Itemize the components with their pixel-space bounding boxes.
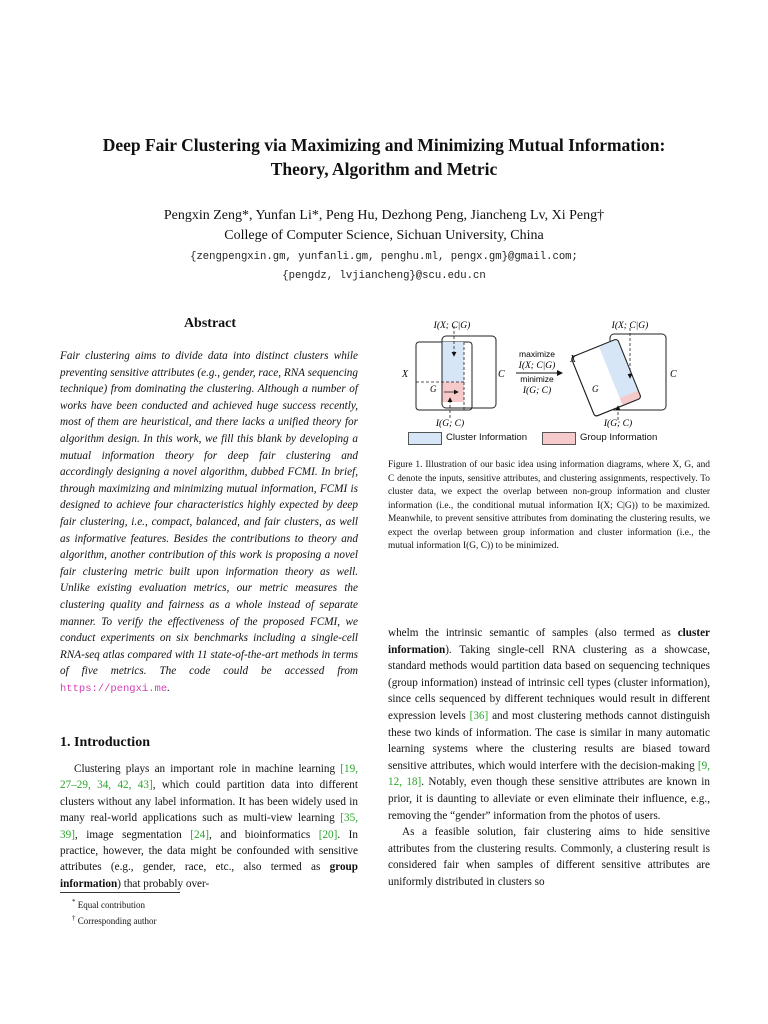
intro-text: , and bioinformatics xyxy=(208,828,311,841)
minimize-term: I(G; C) xyxy=(522,386,552,396)
left-x-label: X xyxy=(402,369,409,380)
intro-text: Clustering plays an important role in machine learning xyxy=(74,763,336,775)
legend-label-group: Group Information xyxy=(580,432,658,443)
footnote-text: Equal contribution xyxy=(77,900,145,910)
right-column-text xyxy=(388,625,710,891)
body-text: . Notably, even though these sensitive attributes are known in prior, it is daunting to alleviate or even eliminate their influence, e.g., removing the “gender” information from the photos of users. xyxy=(388,776,711,822)
minimize-label: minimize xyxy=(520,374,554,384)
intro-text: , which could partition data into different clusters without any label information. It has been widely used in many real-world applications such as multi-view learning xyxy=(60,779,358,825)
citation-link[interactable]: [19, 27–29, 34, 42, 43] xyxy=(60,763,358,792)
citation-link[interactable]: [24] xyxy=(190,828,209,841)
footnote-text: Corresponding author xyxy=(77,915,157,926)
introduction-paragraph xyxy=(60,761,358,892)
footnote-equal: * Equal contribution xyxy=(72,898,145,910)
abstract-end: . xyxy=(167,681,170,694)
maximize-label: maximize xyxy=(519,349,555,359)
right-c-label: C xyxy=(670,369,677,380)
right-g-label: G xyxy=(592,384,599,394)
abstract-body: Fair clustering aims to divide data into distinct clusters while preventing sensitive attributes (e.g., gender, race, RNA sequencing technique) from dominating the clustering. Although a number of works have been conducted and achieved huge success recently, most of them are heuristical, and there lacks a unified theory for algorithm design. In this work, we fill this blank by developing a mutual information theory for deep fair clustering and accordingly designing a novel algorithm, dubbed FCMI. In brief, through maximizing and minimizing mutual information, FCMI is designed to achieve four characteristics highly expected by deep fair clustering, i.e., compact, balanced, and fair clusters, as well as informative features. Besides the contributions to theory and algorithm, another contribution of this work is proposing a novel fair clustering metric built upon information theory as well. Unlike existing evaluation metrics, our metric measures the clustering quality and fairness as a whole instead of separate manner. To verify the effectiveness of the proposed FCMI, we conduct experiments on six benchmarks including a single-cell RNA-seq atlas compared with 11 state-of-the-art methods in terms of five metrics. The code could be accessed from xyxy=(60,350,358,678)
figure-1-caption: Figure 1. Illustration of our basic idea using information diagrams, where X, G, and C denote the inputs, sensitive attributes, and clustering assignments, respectively. To cluster data, we expect the overlap between non-group information and cluster information (i.e., the conditional mutual information I(X; C|G)) to be maximized. Meanwhile, to prevent sensitive attributes from dominating the clustering results, we expect the overlap between group information and cluster information (i.e., the mutual information I(G, C)) to be minimized. xyxy=(388,460,710,551)
email-line-2: {pengdz, lvjiancheng}@scu.edu.cn xyxy=(282,270,486,282)
intro-text: , image segmentation xyxy=(74,828,182,841)
left-cluster-region xyxy=(442,342,464,382)
figure-legend xyxy=(408,430,708,446)
right-paragraph-1 xyxy=(388,625,710,824)
author-block xyxy=(60,206,708,246)
intro-bold-term: group information xyxy=(60,861,359,890)
footnote-divider xyxy=(60,892,180,893)
left-top-label: I(X; C|G) xyxy=(433,321,471,331)
maximize-term: I(X; C|G) xyxy=(518,361,556,371)
email-line-1: {zengpengxin.gm, yunfanli.gm, penghu.ml, pengx.gm}@gmail.com; xyxy=(190,251,578,263)
legend-label-cluster: Cluster Information xyxy=(446,432,528,443)
citation-link[interactable]: [35, 39] xyxy=(60,812,359,841)
footnote-corresponding: † Corresponding author xyxy=(72,913,157,926)
intro-text: . In practice, however, the data might be confounded with sensitive attributes (e.g., gender, race, etc., also termed as xyxy=(60,828,359,874)
citation-link[interactable]: [36] xyxy=(469,709,489,722)
citation-link[interactable]: [20] xyxy=(318,828,338,841)
title-line-1: Deep Fair Clustering via Maximizing and Minimizing Mutual Information: xyxy=(102,135,666,155)
title-line-2: Theory, Algorithm and Metric xyxy=(270,159,498,179)
body-text: whelm the intrinsic semantic of samples (also termed as xyxy=(388,627,671,639)
bold-term: cluster information xyxy=(388,627,710,656)
left-g-label: G xyxy=(430,384,437,394)
body-text: and most clustering methods cannot distinguish these two kinds of information. The case is similar in many automatic learning systems where the clustering results are biased toward sensitive attributes, which would interfere with the decision-making xyxy=(388,709,711,772)
section-heading-introduction: 1. Introduction xyxy=(60,735,150,750)
legend-swatch-group xyxy=(542,432,576,445)
author-names: Pengxin Zeng*, Yunfan Li*, Peng Hu, Dezhong Peng, Jiancheng Lv, Xi Peng† xyxy=(163,208,605,223)
email-block xyxy=(60,248,708,286)
footnotes xyxy=(72,896,157,927)
abstract-text xyxy=(60,348,358,697)
right-bottom-label: I(G; C) xyxy=(603,419,633,429)
body-text: ). Taking single-cell RNA clustering as a showcase, standard methods would partition data based on sequencing techniques (group information) instead of intrinsic cell types (cluster information), since cells sequenced by different techniques would result in different expression levels xyxy=(388,643,710,722)
right-top-label: I(X; C|G) xyxy=(611,321,649,331)
citation-link[interactable]: [9, 12, 18] xyxy=(388,759,710,789)
right-x-label: X xyxy=(570,354,577,365)
abstract-heading: Abstract xyxy=(183,316,237,331)
right-paragraph-2: As a feasible solution, fair clustering aims to hide sensitive attributes from the clustering results. Commonly, a clustering result is considered fair when samples of different sensitive attributes are uniformly distributed in clusters so xyxy=(388,826,710,888)
code-link[interactable]: https://pengxi.me xyxy=(60,682,168,695)
paper-title xyxy=(60,133,708,181)
legend-swatch-cluster xyxy=(408,432,442,445)
left-bottom-label: I(G; C) xyxy=(435,419,465,429)
affiliation: College of Computer Science, Sichuan University, China xyxy=(224,228,544,243)
left-c-label: C xyxy=(498,369,505,380)
intro-text: ) that probably over- xyxy=(117,877,210,890)
